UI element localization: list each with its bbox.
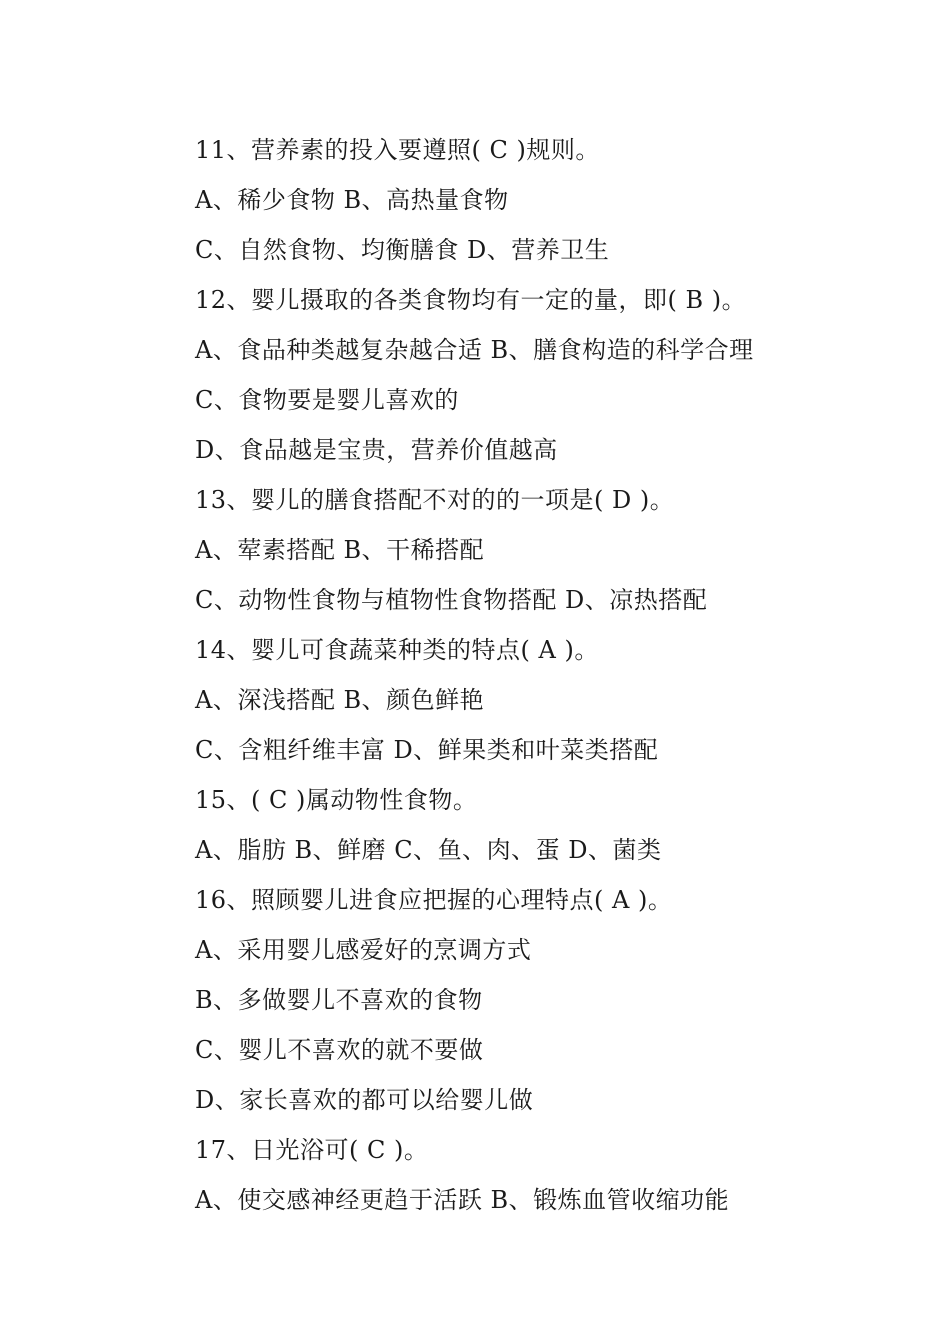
question-12-stem: 12、婴儿摄取的各类食物均有一定的量，即( B )。 — [195, 286, 747, 314]
question-11-stem: 11、营养素的投入要遵照( C )规则。 — [195, 136, 600, 164]
question-14-options-ab: A、深浅搭配 B、颜色鲜艳 — [195, 686, 485, 714]
question-16-stem: 16、照顾婴儿进食应把握的心理特点( A )。 — [195, 886, 673, 914]
question-13-options-ab: A、荤素搭配 B、干稀搭配 — [195, 536, 485, 564]
question-14-stem: 14、婴儿可食蔬菜种类的特点( A )。 — [195, 636, 599, 664]
question-11-options-ab: A、稀少食物 B、高热量食物 — [195, 186, 509, 214]
question-17-stem: 17、日光浴可( C )。 — [195, 1136, 429, 1164]
question-16-option-d: D、家长喜欢的都可以给婴儿做 — [195, 1086, 534, 1114]
question-16-option-a: A、采用婴儿感爱好的烹调方式 — [195, 936, 532, 964]
question-15-options: A、脂肪 B、鲜磨 C、鱼、肉、蛋 D、菌类 — [195, 836, 662, 864]
question-12-option-d: D、食品越是宝贵，营养价值越高 — [195, 436, 558, 464]
question-13-options-cd: C、动物性食物与植物性食物搭配 D、凉热搭配 — [195, 586, 708, 614]
question-11-options-cd: C、自然食物、均衡膳食 D、营养卫生 — [195, 236, 610, 264]
question-12-options-ab: A、食品种类越复杂越合适 B、膳食构造的科学合理 — [195, 336, 754, 364]
question-16-option-b: B、多做婴儿不喜欢的食物 — [195, 986, 483, 1014]
question-12-option-c: C、食物要是婴儿喜欢的 — [195, 386, 459, 414]
question-list — [195, 128, 895, 1228]
question-16-option-c: C、婴儿不喜欢的就不要做 — [195, 1036, 484, 1064]
question-15-stem: 15、( C )属动物性食物。 — [195, 786, 478, 814]
question-13-stem: 13、婴儿的膳食搭配不对的的一项是( D )。 — [195, 486, 675, 514]
question-17-options-ab: A、使交感神经更趋于活跃 B、锻炼血管收缩功能 — [195, 1186, 730, 1214]
question-14-options-cd: C、含粗纤维丰富 D、鲜果类和叶菜类搭配 — [195, 736, 659, 764]
